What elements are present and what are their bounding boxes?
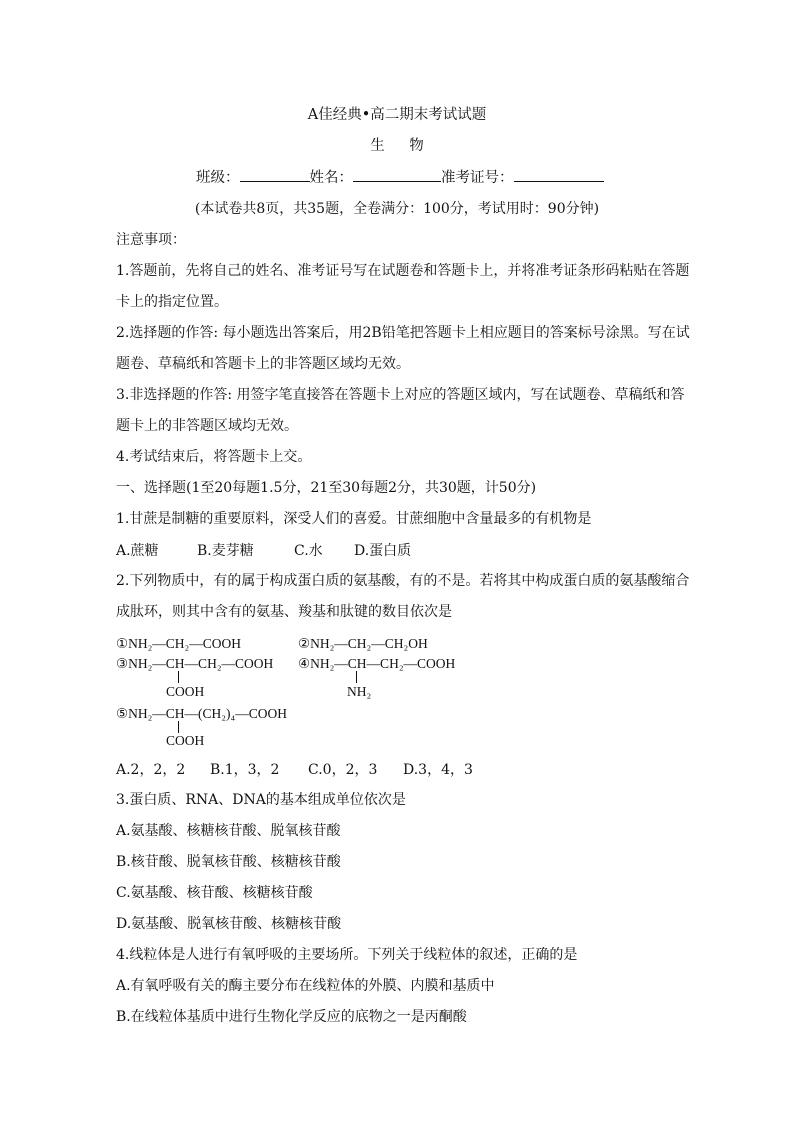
name-label: 姓名： [309, 170, 353, 186]
subject-title: 生 物 [370, 138, 434, 154]
class-blank[interactable] [240, 167, 310, 182]
exam-id-label: 准考证号： [441, 170, 514, 186]
section-heading: 一、选择题(1至20每题1.5分，21至30每题2分，共30题，计50分) [116, 480, 537, 496]
question-3-stem: 3.蛋白质、RNA、DNA的基本组成单位依次是 [116, 792, 406, 808]
question-2-options [116, 759, 473, 779]
exam-title: A佳经典•高二期末考试试题 [307, 107, 487, 123]
q1-option-d[interactable]: D.蛋白质 [354, 543, 412, 559]
q2-option-d[interactable]: D.3，4，3 [403, 762, 473, 778]
note-line: 4.考试结束后，将答题卡上交。 [116, 449, 312, 465]
q3-option-a[interactable]: A.氨基酸、核糖核苷酸、脱氧核苷酸 [116, 823, 341, 839]
q4-option-a[interactable]: A.有氧呼吸有关的酶主要分布在线粒体的外膜、内膜和基质中 [116, 978, 495, 994]
note-line: 2.选择题的作答: 每小题选出答案后，用2B铅笔把答题卡上相应题目的答案标号涂黑。写在试 [116, 325, 690, 341]
note-line: 题卡上的非答题区域均无效。 [116, 418, 298, 434]
q3-option-d[interactable]: D.氨基酸、脱氧核苷酸、核糖核苷酸 [116, 916, 342, 932]
name-blank[interactable] [353, 167, 441, 182]
question-1-stem: 1.甘蔗是制糖的重要原料，深受人们的喜爱。甘蔗细胞中含量最多的有机物是 [116, 511, 592, 527]
note-line: 题卷、草稿纸和答题卡上的非答题区域均无效。 [116, 356, 410, 372]
q3-option-c[interactable]: C.氨基酸、核苷酸、核糖核苷酸 [116, 885, 313, 901]
formula-4-bond [356, 671, 357, 683]
student-info-line [196, 166, 604, 187]
notes-heading: 注意事项： [116, 232, 186, 248]
q3-option-b[interactable]: B.核苷酸、脱氧核苷酸、核糖核苷酸 [116, 854, 341, 870]
q2-option-c[interactable]: C.0，2，3 [308, 762, 378, 778]
q1-option-b[interactable]: B.麦芽糖 [197, 543, 254, 559]
formula-1: ①NH₂—CH₂—COOH [116, 636, 242, 651]
exam-id-blank[interactable] [514, 167, 604, 182]
formula-4: ④NH₂—CH—CH₂—COOH [298, 656, 456, 671]
question-2-stem-line1: 2.下列物质中，有的属于构成蛋白质的氨基酸，有的不是。若将其中构成蛋白质的氨基酸缩合 [116, 573, 690, 589]
q1-option-c[interactable]: C.水 [294, 543, 323, 559]
question-1-options [116, 540, 411, 560]
class-label: 班级： [196, 170, 240, 186]
q2-option-a[interactable]: A.2，2，2 [116, 762, 186, 778]
q4-option-b[interactable]: B.在线粒体基质中进行生物化学反应的底物之一是丙酮酸 [116, 1009, 467, 1025]
formula-4-sidechain: NH₂ [347, 684, 372, 699]
note-line: 卡上的指定位置。 [116, 294, 228, 310]
formula-5-sidechain: COOH [166, 733, 205, 748]
note-line: 3.非选择题的作答: 用签字笔直接答在答题卡上对应的答题区域内，写在试题卷、草稿纸和答 [116, 387, 685, 403]
formula-3-sidechain: COOH [166, 684, 205, 699]
q2-option-b[interactable]: B.1，3，2 [210, 762, 280, 778]
q1-option-a[interactable]: A.蔗糖 [116, 543, 159, 559]
formula-2: ②NH₂—CH₂—CH₂OH [298, 636, 428, 651]
question-4-stem: 4.线粒体是人进行有氧呼吸的主要场所。下列关于线粒体的叙述，正确的是 [116, 947, 578, 963]
question-2-stem-line2: 成肽环，则其中含有的氨基、羧基和肽键的数目依次是 [116, 604, 452, 620]
exam-info: (本试卷共8页，共35题，全卷满分：100分，考试用时：90分钟) [194, 201, 600, 217]
formula-3-bond [178, 671, 179, 683]
formula-3: ③NH₂—CH—CH₂—COOH [116, 656, 274, 671]
note-line: 1.答题前，先将自己的姓名、准考证号写在试题卷和答题卡上，并将准考证条形码粘贴在答题 [116, 263, 690, 279]
formula-5: ⑤NH₂—CH—(CH₂)₄—COOH [116, 706, 287, 721]
